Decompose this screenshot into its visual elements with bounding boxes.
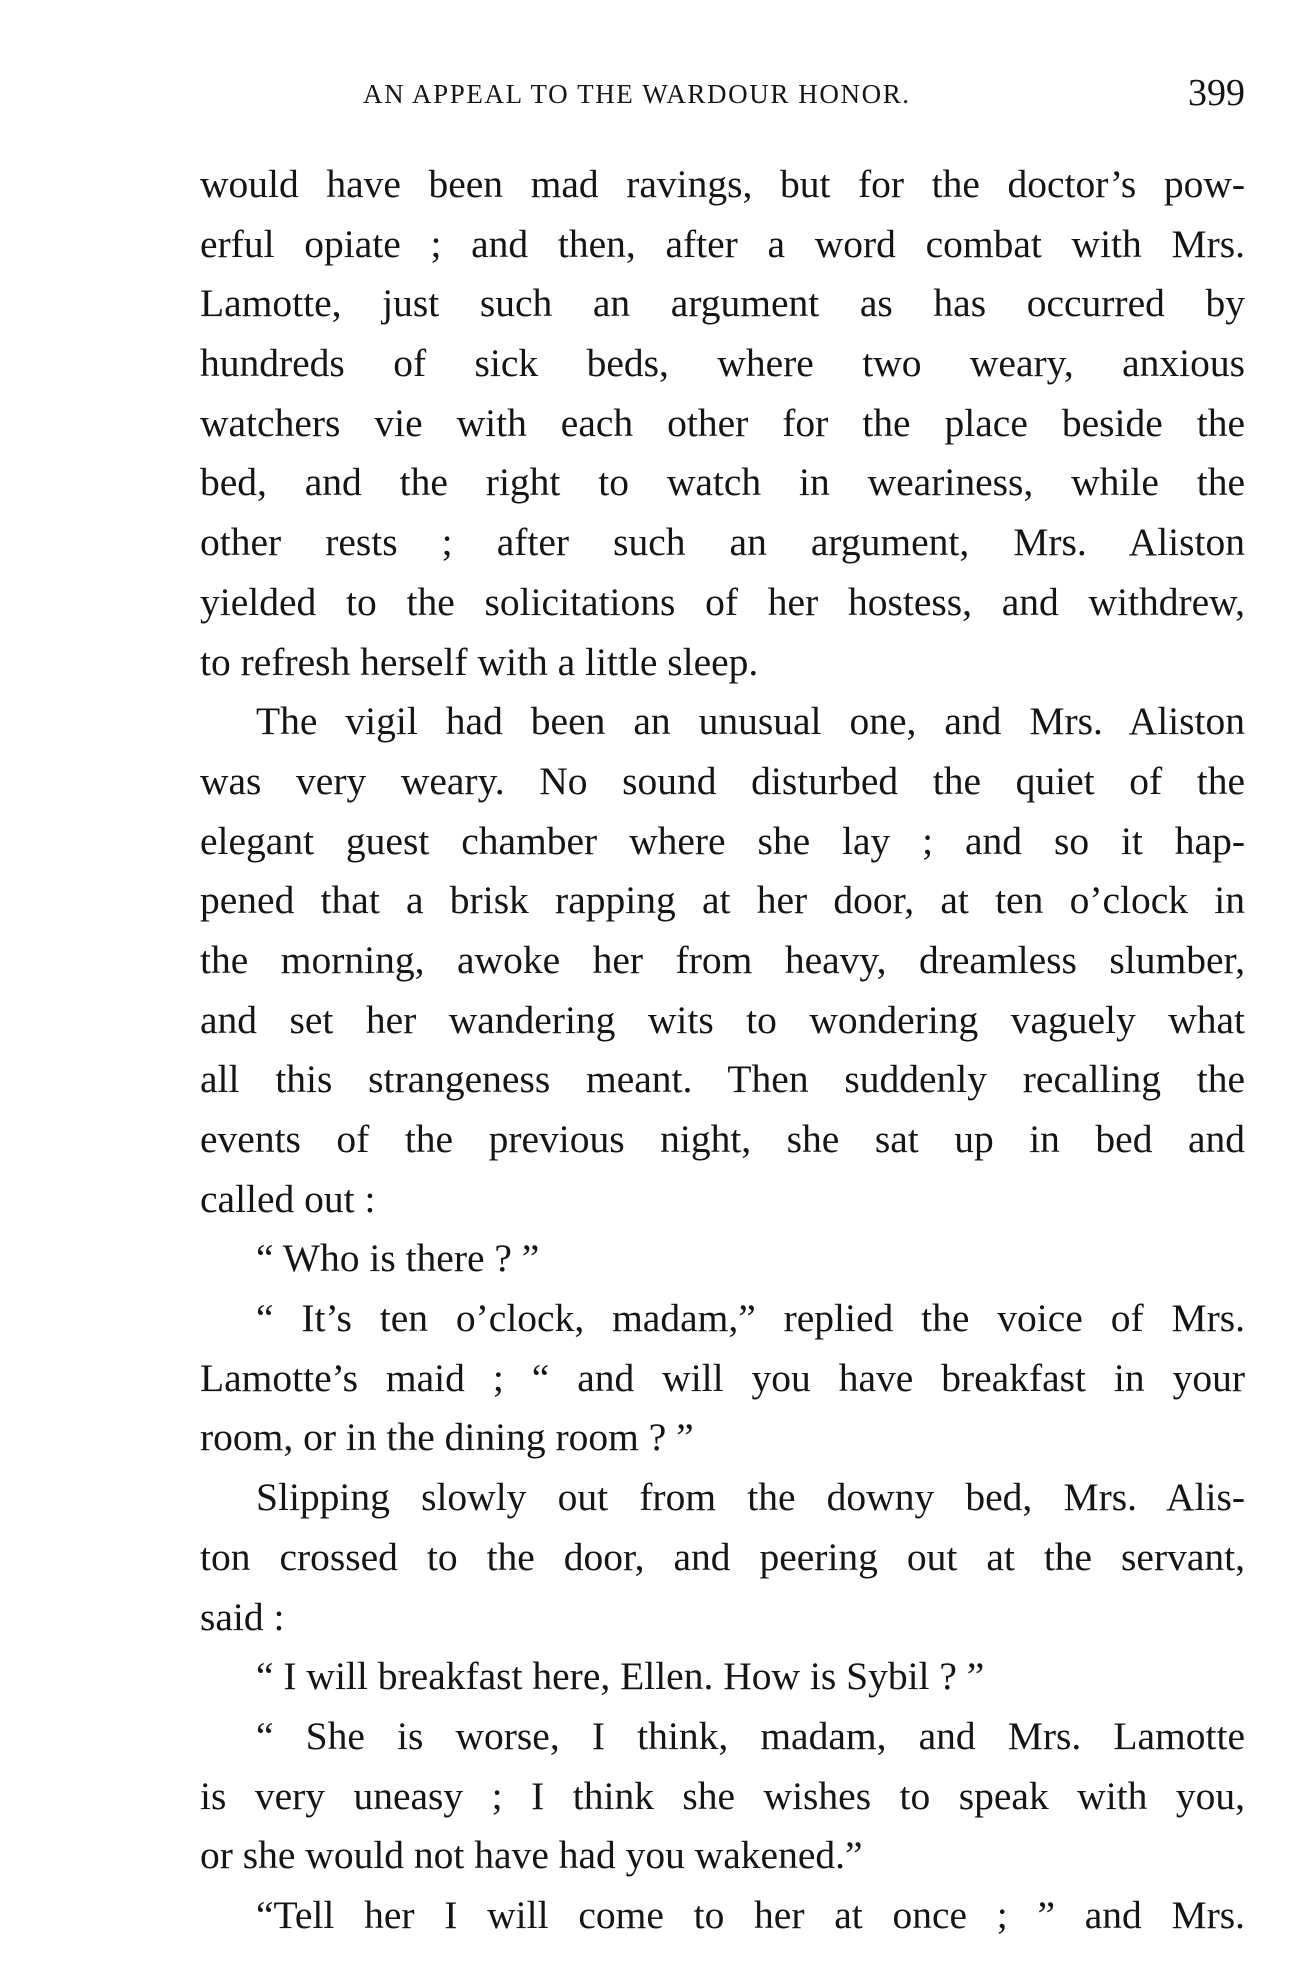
text-line: “ Who is there ? ” (256, 1236, 540, 1281)
text-line: to refresh herself with a little sleep. (200, 639, 759, 684)
text-line: is very uneasy ; I think she wishes to speak with you, (200, 1773, 1245, 1818)
text-line: hundreds of sick beds, where two weary, anxious (200, 341, 1245, 386)
running-head: AN APPEAL TO THE WARDOUR HONOR. (363, 79, 911, 109)
text-line: “ She is worse, I think, madam, and Mrs. Lamotte (256, 1713, 1245, 1758)
text-line: yielded to the solicitations of her hostess, and withdrew, (200, 579, 1245, 624)
text-line: and set her wandering wits to wondering vaguely what (200, 997, 1245, 1042)
text-line: Lamotte’s maid ; “ and will you have breakfast in your (200, 1355, 1245, 1400)
text-line: Lamotte, just such an argument as has occurred by (200, 281, 1245, 326)
text-line: elegant guest chamber where she lay ; and so it hap- (200, 818, 1245, 863)
text-line: other rests ; after such an argument, Mrs. Aliston (200, 520, 1245, 565)
text-line: events of the previous night, she sat up in bed and (200, 1117, 1245, 1161)
text-line: room, or in the dining room ? ” (200, 1415, 694, 1460)
text-line: or she would not have had you wakened.” (200, 1833, 863, 1878)
page-number: 399 (1188, 72, 1245, 114)
text-line: watchers vie with each other for the place beside the (200, 400, 1245, 445)
text-line: bed, and the right to watch in weariness, while the (200, 460, 1245, 505)
text-line: “ I will breakfast here, Ellen. How is Sybil ? ” (256, 1654, 985, 1699)
text-line: would have been mad ravings, but for the doctor’s pow- (200, 162, 1245, 206)
text-line: erful opiate ; and then, after a word combat with Mrs. (200, 221, 1245, 266)
text-line: ton crossed to the door, and peering out at the servant, (200, 1534, 1245, 1579)
text-line: “ It’s ten o’clock, madam,” replied the voice of Mrs. (256, 1296, 1245, 1341)
text-line: was very weary. No sound disturbed the quiet of the (200, 758, 1245, 803)
text-line: the morning, awoke her from heavy, dreamless slumber, (200, 937, 1245, 982)
text-line: called out : (200, 1176, 376, 1221)
text-line: all this strangeness meant. Then suddenly recalling the (200, 1057, 1245, 1102)
text-line: “Tell her I will come to her at once ; ” and Mrs. (256, 1892, 1245, 1937)
page-header (200, 72, 1245, 115)
body-text (200, 155, 1245, 1946)
text-line: said : (200, 1594, 285, 1639)
text-line: Slipping slowly out from the downy bed, Mrs. Alis- (256, 1475, 1245, 1520)
text-line: The vigil had been an unusual one, and Mrs. Aliston (256, 699, 1245, 744)
text-line: pened that a brisk rapping at her door, at ten o’clock in (200, 878, 1245, 923)
